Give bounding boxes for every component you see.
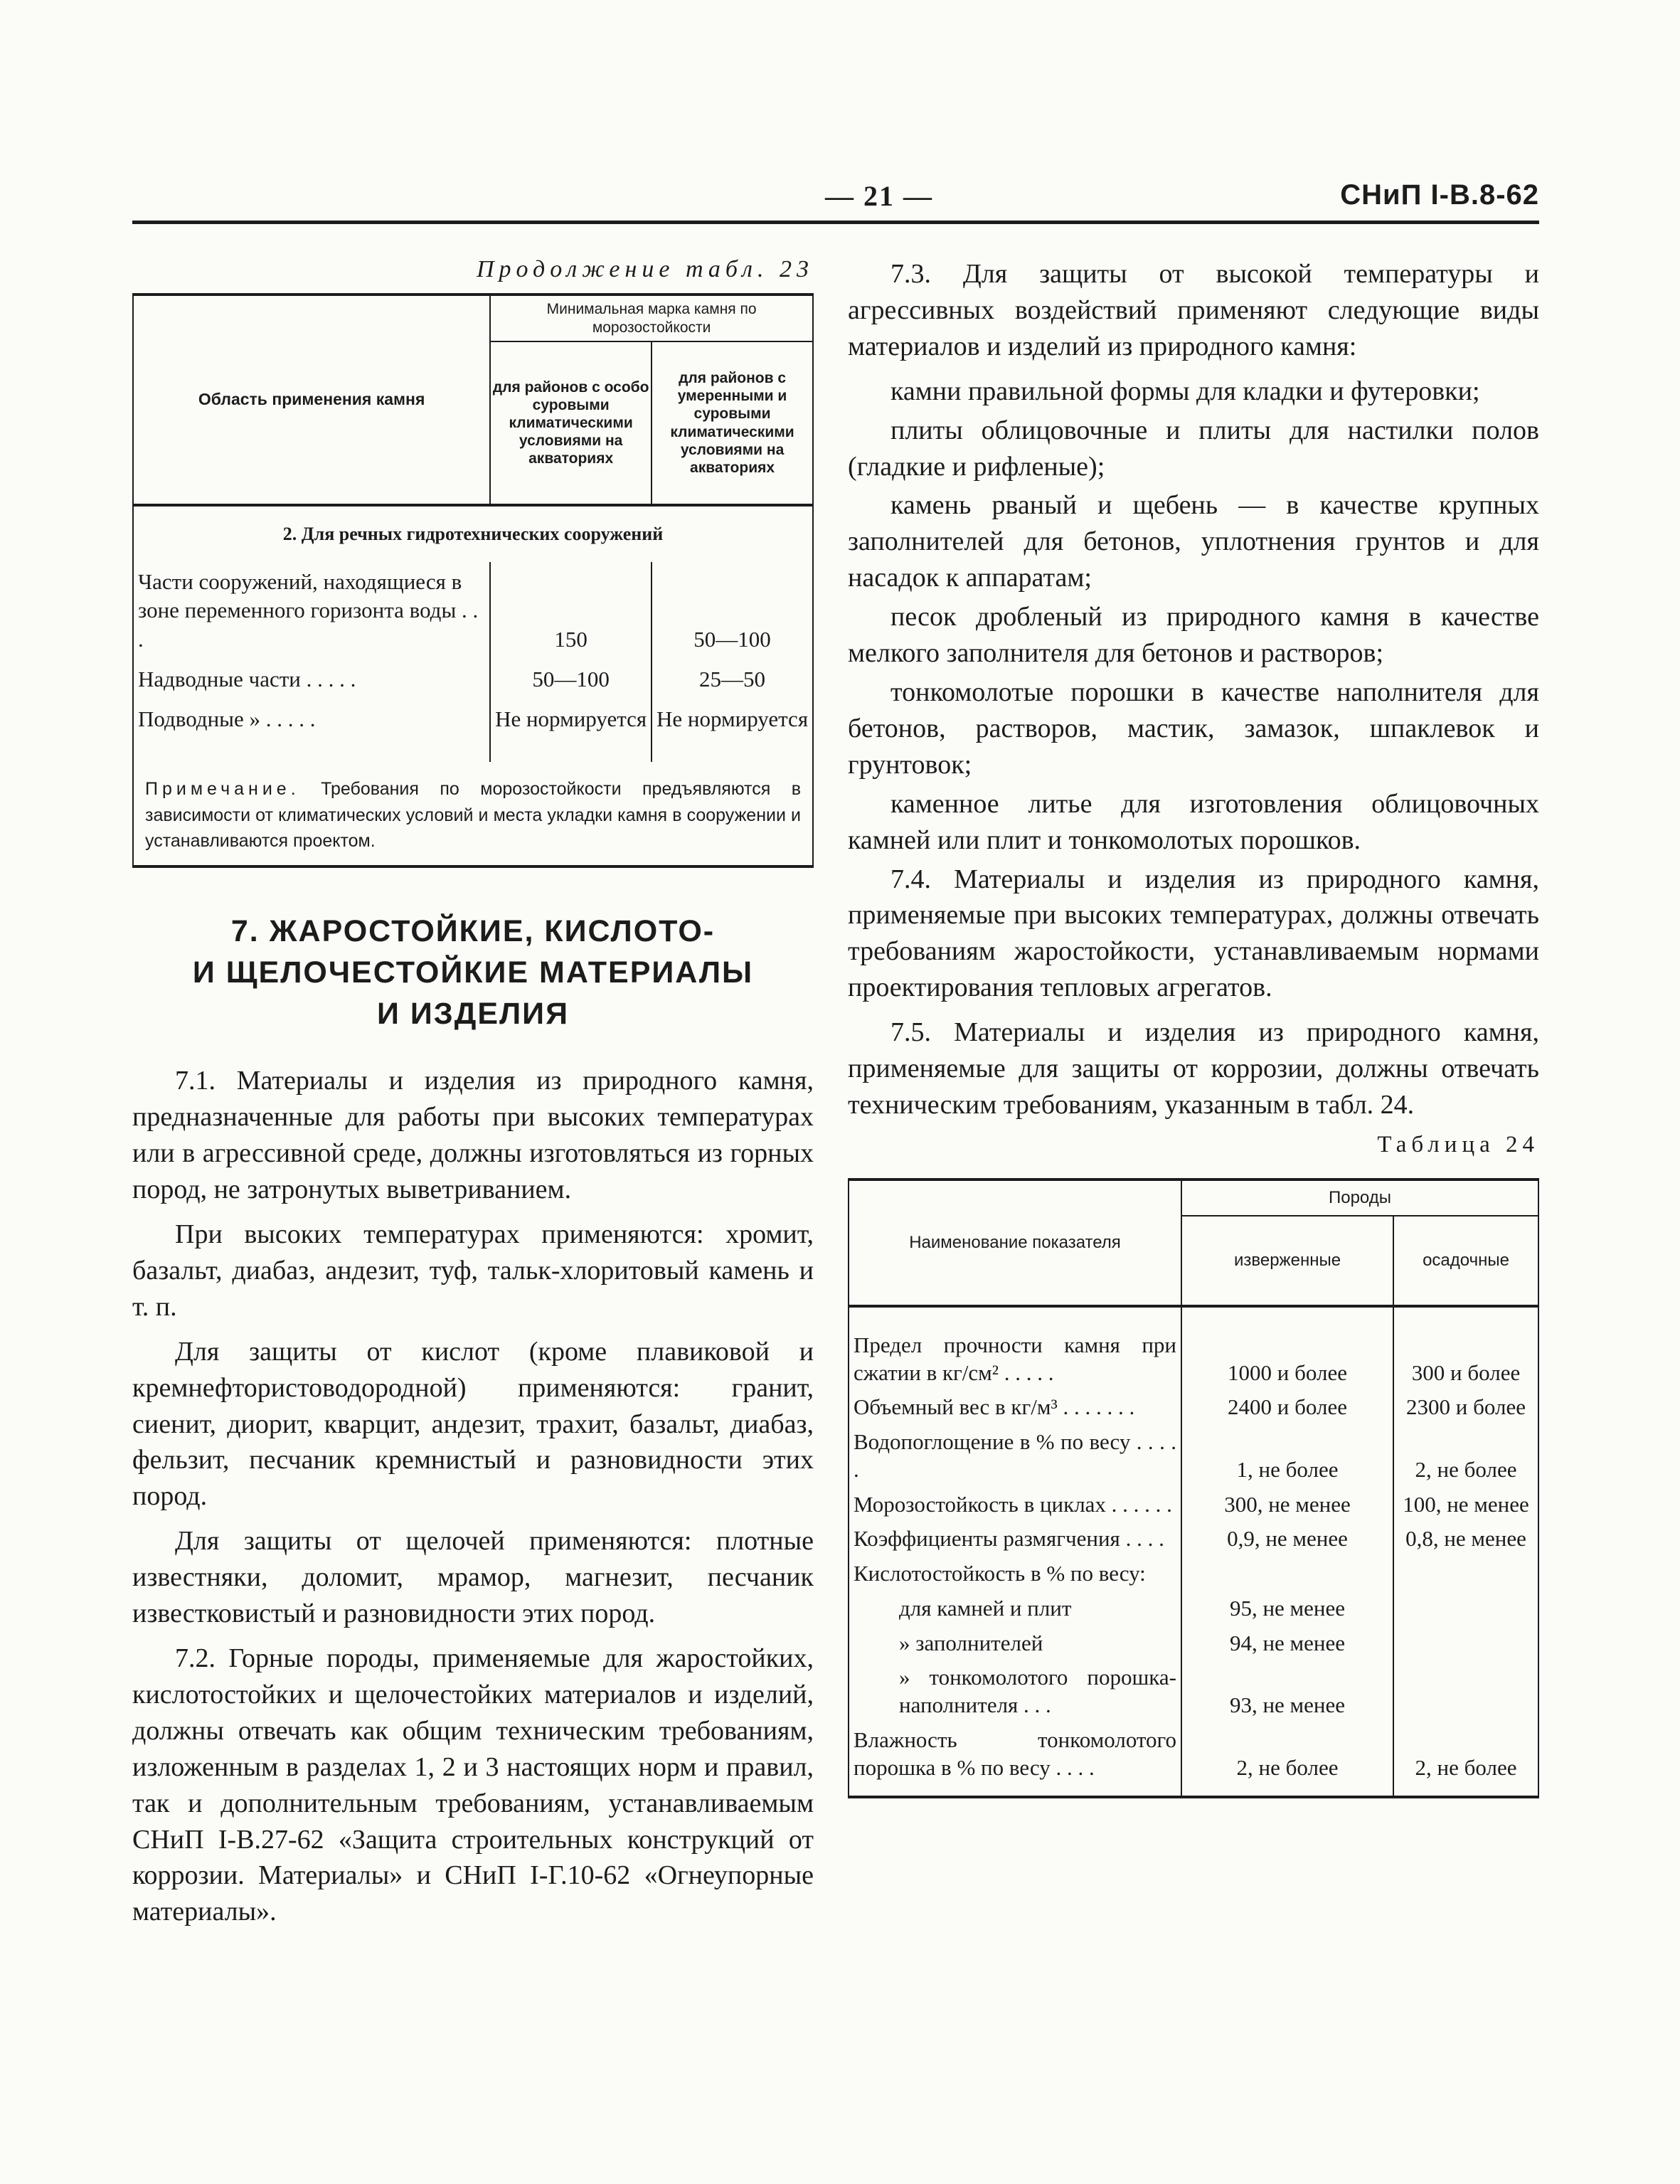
table24-cell: 300, не менее [1181,1487,1393,1522]
note-text: Требования по морозостойкости предъявляются в зависимости от климатических условий и места укладки камня в сооружении и устанавливаются проектом. [145,779,801,851]
table24-row-label: для камней и плит [849,1591,1181,1626]
list-item: камни правильной формы для кладки и футеровки; [890,376,1480,406]
table-row [849,1487,1538,1522]
page-number: — 21 — [825,180,933,212]
paragraph-7-5: 7.5. Материалы и изделия из природного камня, применяемые для защиты от коррозии, должны отвечать техническим требованиям, указанным в табл. 24. [848,1017,1539,1120]
table-row [133,699,813,762]
table-row [849,1591,1538,1626]
table23-caption: Продолжение табл. 23 [476,256,814,282]
table24-cell [1393,1591,1538,1626]
table24-cell [1393,1626,1538,1660]
section-title-line: 7. ЖАРОСТОЙКИЕ, КИСЛОТО- [230,914,716,949]
table23-cell: 25—50 [699,666,766,691]
paragraph-7-1: 7.1. Материалы и изделия из природного камня, предназначенные для работы при высоких температурах или в агрессивной среде, должны изготовляться из горных пород, не затронутых выветриванием. [132,1066,814,1205]
table-24 [848,1178,1539,1799]
table-row [849,1660,1538,1722]
section-7-title [132,911,814,1034]
table24-row-label: Влажность тонкомолотого порошка в % по весу . . . . [849,1722,1181,1798]
table24-cell: 100, не менее [1403,1491,1529,1517]
table24-cell: 2, не более [1415,1456,1517,1482]
table-row [849,1424,1538,1487]
table23-cell: Не нормируется [656,706,809,732]
table24-cell: 2, не более [1181,1722,1393,1798]
table-row [849,1389,1538,1424]
section-title-line: И ЩЕЛОЧЕСТОЙКИЕ МАТЕРИАЛЫ [192,955,754,990]
list-item: каменное литье для изготовления облицовочных камней или плит и тонкомолотых порошков. [848,788,1539,855]
table24-cell [1181,1556,1393,1591]
table23-col-b: для районов с умеренными и суровыми климатическими условиями на акваториях [652,341,813,505]
table24-col-name: Наименование показателя [849,1180,1181,1306]
table24-row-label: Водопоглощение в % по весу . . . . . [849,1424,1181,1487]
table24-cell: 93, не менее [1181,1660,1393,1722]
paragraph-alkali: Для защиты от щелочей применяются: плотные известняки, доломит, мрамор, магнезит, песчаник известковистый и разновидности этих пород. [132,1526,814,1629]
paragraph-7-3: 7.3. Для защиты от высокой температуры и агрессивных воздействий применяют следующие виды материалов и изделий из природного камня: [848,259,1539,361]
table23-cell: 50—100 [693,626,771,652]
table23-col-a: для районов с особо суровыми климатическими условиями на акваториях [490,341,652,505]
right-column [848,256,1539,1798]
table24-row-label: Коэффициенты размягчения . . . . [849,1521,1181,1556]
table24-cell [1393,1556,1538,1591]
paragraph-7-2: 7.2. Горные породы, применяемые для жаростойких, кислотостойких и щелочестойких материалов и изделий, должны отвечать как общим техническим требованиям, изложенным в разделах 1, 2 и 3 настоящих норм и правил, так и дополнительным требованиям, устанавливаемым СНиП I-В.27-62 «Защита строительных конструкций от коррозии. Материалы» и СНиП I-Г.10-62 «Огнеупорные материалы». [132,1643,814,1927]
table24-col-a: изверженные [1181,1216,1393,1306]
section-title-line: И ИЗДЕЛИЯ [377,997,569,1032]
table-row [849,1626,1538,1660]
table24-row-label: Кислотостойкость в % по весу: [849,1556,1181,1591]
table24-cell [1393,1660,1538,1722]
list-item: плиты облицовочные и плиты для настилки полов (гладкие и рифленые); [848,415,1539,482]
table-row [849,1722,1538,1798]
table24-col-b: осадочные [1393,1216,1538,1306]
table24-cell: 94, не менее [1181,1626,1393,1660]
paragraph-acid: Для защиты от кислот (кроме плавиковой и кремнефтористоводородной) применяются: гранит, сиенит, диорит, кварцит, андезит, трахит, базальт, диабаз, фельзит, песчаник кремнистый и разновидности этих пород. [132,1336,814,1512]
table24-cell: 1, не более [1181,1424,1393,1487]
table23-row-label: Части сооружений, находящиеся в зоне переменного горизонта воды . . . [133,562,490,659]
table-row [849,1556,1538,1591]
table24-row-label: » тонкомолотого порошка-наполнителя . . . [849,1660,1181,1722]
note-label: Примечание. [145,779,300,800]
table-23 [132,293,814,868]
paragraph-heat: При высоких температурах применяются: хромит, базальт, диабаз, андезит, туф, тальк-хлоритовый камень и т. п. [132,1219,814,1322]
left-column [132,256,814,1939]
paragraph-7-4: 7.4. Материалы и изделия из природного камня, применяемые при высоких температурах, должны отвечать требованиям жаростойкости, устанавливаемым нормами проектирования тепловых агрегатов. [848,864,1539,1003]
table-row [849,1521,1538,1556]
table24-cell: 2400 и более [1181,1389,1393,1424]
table24-row-label: Объемный вес в кг/м³ . . . . . . . [849,1389,1181,1424]
table23-row-label: Надводные части . . . . . [133,659,490,699]
table24-cell: 2300 и более [1406,1394,1526,1420]
table24-cell: 0,9, не менее [1181,1521,1393,1556]
table23-col-group: Минимальная марка камня по морозостойкости [490,295,813,341]
table23-cell: 50—100 [490,659,652,699]
table23-note [133,762,813,866]
table24-cell: 1000 и более [1181,1306,1393,1390]
table24-cell: 2, не более [1415,1754,1517,1780]
list-item: камень рваный и щебень — в качестве крупных заполнителей для бетонов, уплотнения грунтов и для насадок к аппаратам; [848,490,1539,593]
table-row [133,562,813,659]
table23-row-label: Подводные » . . . . . [133,699,490,762]
table-row [133,659,813,699]
header-rule [132,221,1539,224]
table24-row-label: Предел прочности камня при сжатии в кг/см² . . . . . [849,1306,1181,1390]
table23-col-area: Область применения камня [133,295,490,505]
table24-row-label: » заполнителей [849,1626,1181,1660]
table24-caption: Таблица 24 [1377,1131,1539,1157]
table23-cell: 150 [490,562,652,659]
table23-cell: Не нормируется [490,699,652,762]
table24-cell: 95, не менее [1181,1591,1393,1626]
table24-row-label: Морозостойкость в циклах . . . . . . [849,1487,1181,1522]
document-code: СНиП I-В.8-62 [1340,179,1539,211]
page-header [132,179,1539,219]
list-item: песок дробленый из природного камня в качестве мелкого заполнителя для бетонов и растворов; [848,602,1539,669]
table24-cell: 300 и более [1411,1359,1521,1385]
table24-col-group: Породы [1181,1180,1538,1216]
table23-section: 2. Для речных гидротехнических сооружений [282,524,664,545]
list-item: тонкомолотые порошки в качестве наполнителя для бетонов, растворов, мастик, замазок, шпаклевок и грунтовок; [848,677,1539,780]
table-row [849,1306,1538,1390]
table24-cell: 0,8, не менее [1405,1526,1526,1552]
